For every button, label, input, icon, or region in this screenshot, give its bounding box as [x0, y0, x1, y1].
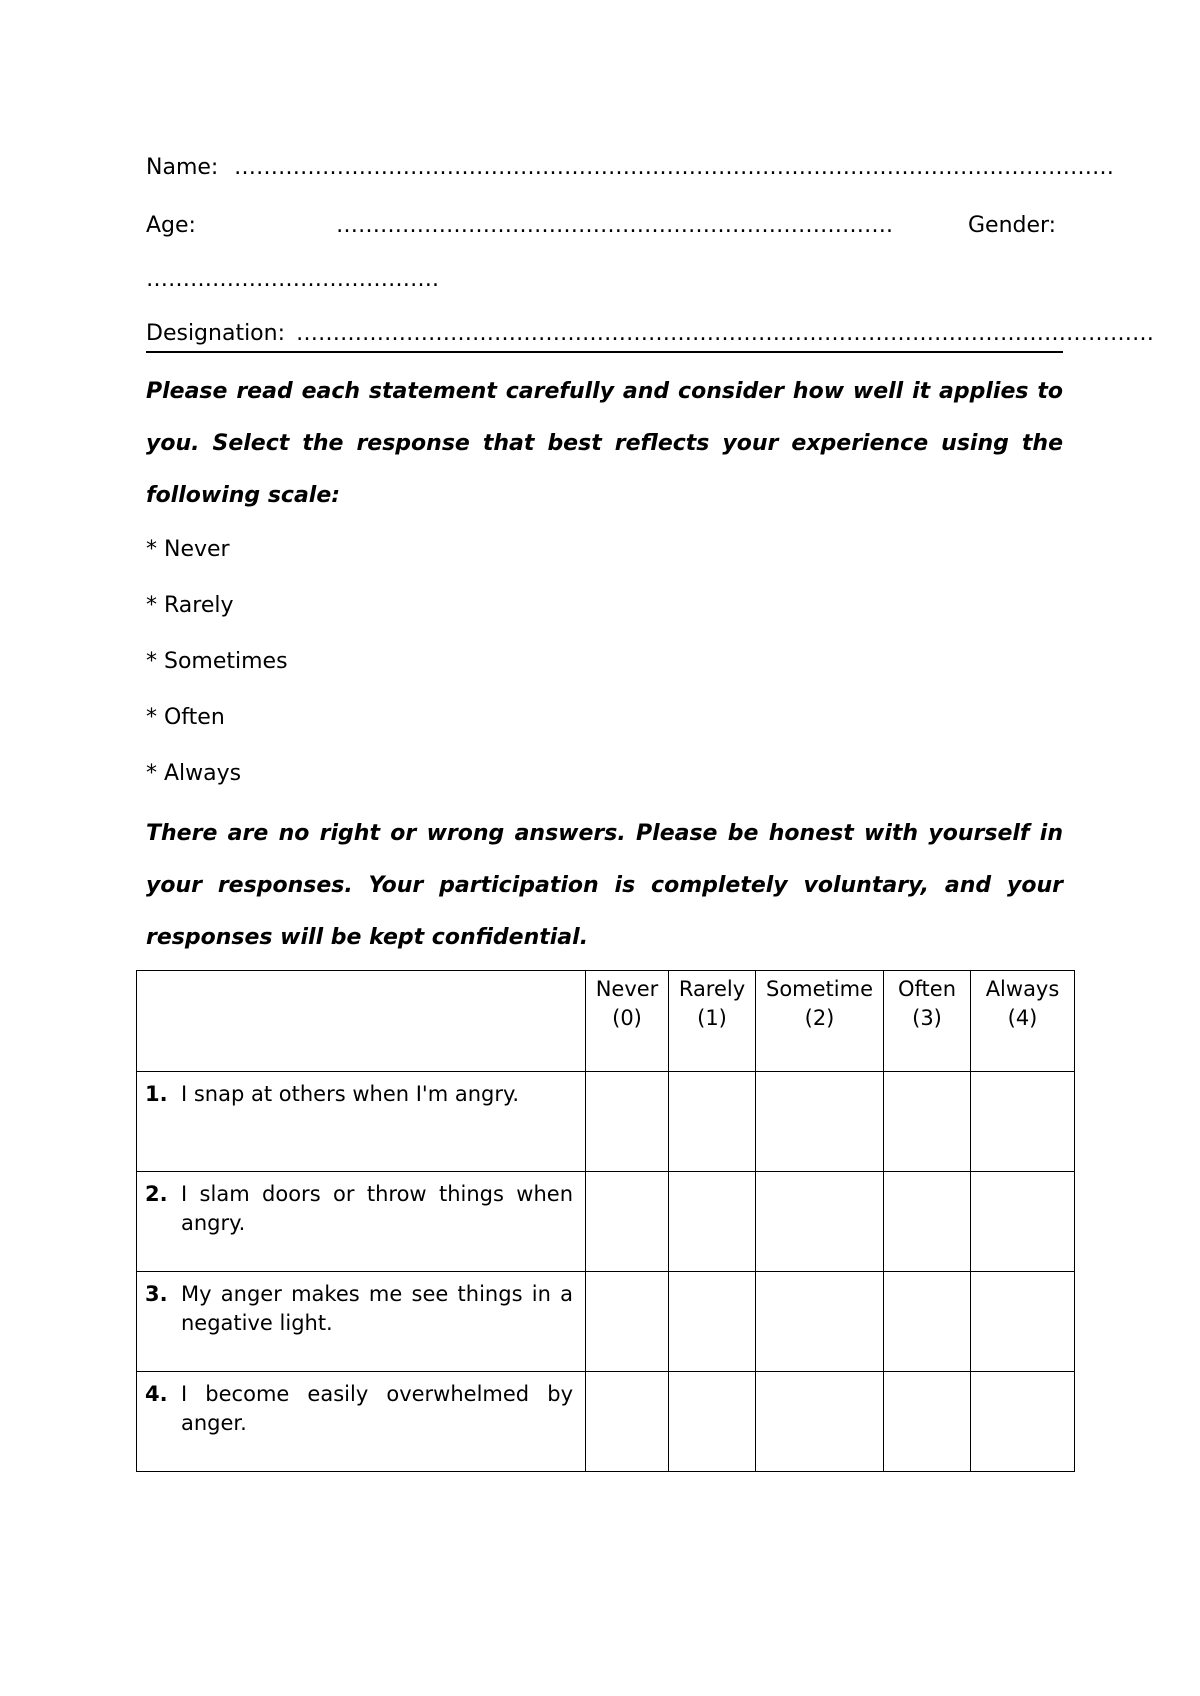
name-label: Name: — [146, 155, 219, 180]
statement-header-cell — [137, 971, 586, 1072]
response-cell-sometime[interactable] — [756, 1372, 884, 1472]
designation-label: Designation: — [146, 321, 285, 346]
column-label: Sometime — [766, 977, 873, 1001]
response-cell-often[interactable] — [884, 1172, 971, 1272]
gender-field-dots[interactable]: …………………………………. — [146, 267, 439, 292]
name-field-dots[interactable]: ………………………………………………………………………………………………………… — [234, 155, 1114, 180]
scale-item: * Rarely — [146, 593, 234, 618]
column-score: (4) — [1007, 1006, 1038, 1030]
response-cell-rarely[interactable] — [669, 1372, 756, 1472]
response-cell-always[interactable] — [971, 1072, 1075, 1172]
response-cell-often[interactable] — [884, 1372, 971, 1472]
item-number: 1. — [145, 1082, 168, 1106]
column-header-always — [971, 971, 1075, 1072]
column-score: (2) — [804, 1006, 835, 1030]
table-row — [137, 1072, 1075, 1172]
column-label: Never — [595, 977, 659, 1001]
table-row — [137, 1272, 1075, 1372]
response-cell-sometime[interactable] — [756, 1172, 884, 1272]
statement-cell — [137, 1372, 586, 1472]
item-number: 2. — [145, 1182, 168, 1206]
column-label: Rarely — [678, 977, 746, 1001]
header-divider — [146, 351, 1063, 353]
item-number: 4. — [145, 1382, 168, 1406]
column-header-rarely — [669, 971, 756, 1072]
response-cell-always[interactable] — [971, 1272, 1075, 1372]
item-text: I become easily overwhelmed by anger. — [181, 1382, 573, 1435]
column-header-sometime — [756, 971, 884, 1072]
table-row — [137, 1172, 1075, 1272]
age-field-dots[interactable]: …………………………………………………………………. — [336, 213, 893, 238]
column-label: Always — [985, 977, 1060, 1001]
item-text: My anger makes me see things in a negative light. — [181, 1282, 573, 1335]
scale-item: * Always — [146, 761, 242, 786]
response-cell-always[interactable] — [971, 1172, 1075, 1272]
response-cell-sometime[interactable] — [756, 1072, 884, 1172]
response-table — [136, 970, 1075, 1472]
instructions-closing: There are no right or wrong answers. Please be honest with yourself in your responses. Your participation is completely voluntary, and your responses will be kept confidential. — [146, 821, 1063, 950]
scale-list — [146, 536, 288, 816]
response-cell-rarely[interactable] — [669, 1272, 756, 1372]
column-header-often — [884, 971, 971, 1072]
column-score: (0) — [612, 1006, 642, 1030]
response-cell-never[interactable] — [586, 1172, 669, 1272]
column-label: Often — [897, 977, 957, 1001]
scale-item: * Never — [146, 537, 230, 562]
response-cell-never[interactable] — [586, 1372, 669, 1472]
response-cell-never[interactable] — [586, 1272, 669, 1372]
column-header-never — [586, 971, 669, 1072]
item-text: I snap at others when I'm angry. — [181, 1082, 520, 1106]
scale-item: * Often — [146, 705, 225, 730]
statement-cell — [137, 1072, 586, 1172]
statement-cell — [137, 1172, 586, 1272]
response-cell-always[interactable] — [971, 1372, 1075, 1472]
statement-cell — [137, 1272, 586, 1372]
response-cell-never[interactable] — [586, 1072, 669, 1172]
response-cell-often[interactable] — [884, 1072, 971, 1172]
scale-item: * Sometimes — [146, 649, 288, 674]
response-cell-rarely[interactable] — [669, 1072, 756, 1172]
gender-label: Gender: — [968, 213, 1057, 238]
age-label: Age: — [146, 213, 196, 238]
instructions-intro: Please read each statement carefully and consider how well it applies to you. Select the response that best reflects your experience using the following scale: — [146, 379, 1063, 508]
item-number: 3. — [145, 1282, 168, 1306]
table-row — [137, 1372, 1075, 1472]
response-cell-rarely[interactable] — [669, 1172, 756, 1272]
table-header-row — [137, 971, 1075, 1072]
response-cell-often[interactable] — [884, 1272, 971, 1372]
column-score: (3) — [912, 1006, 942, 1030]
item-text: I slam doors or throw things when angry. — [181, 1182, 573, 1235]
response-cell-sometime[interactable] — [756, 1272, 884, 1372]
column-score: (1) — [697, 1006, 727, 1030]
designation-field-dots[interactable]: ……………………………………………………………………………………………………… — [296, 321, 1154, 346]
